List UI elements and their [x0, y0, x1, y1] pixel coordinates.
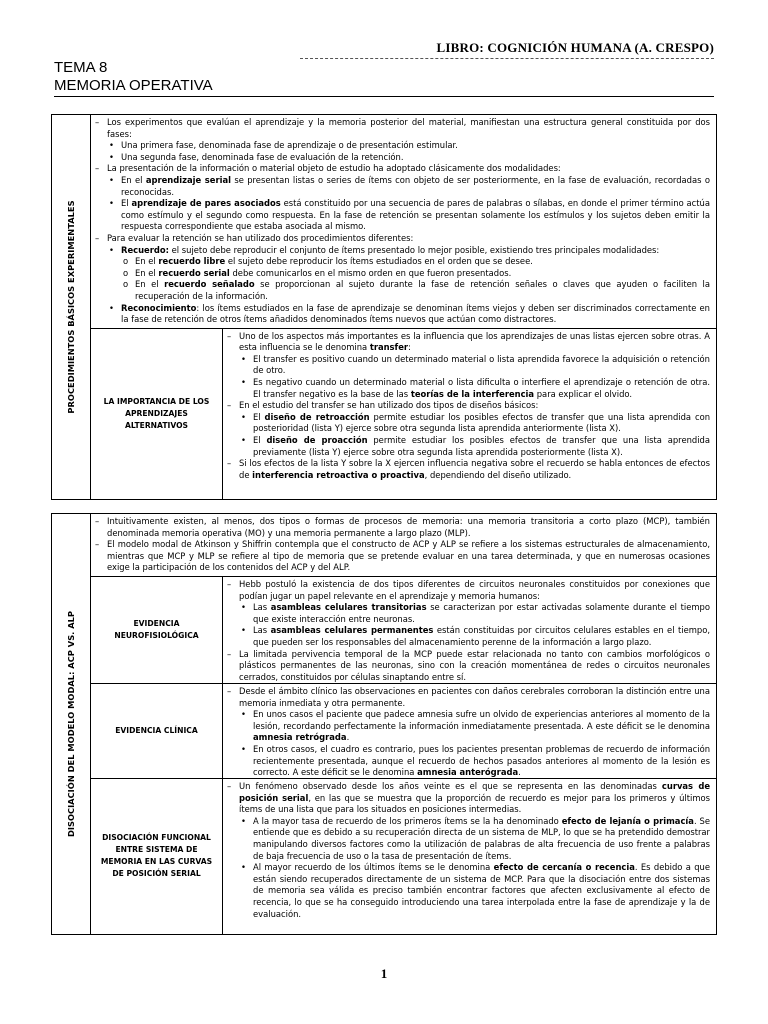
circle-marker: o — [123, 267, 129, 278]
dash-marker: – — [227, 578, 232, 589]
text-run: , en las que se muestra que la proporción de recuerdo es mejor para los primeros y últimos ítems de una lista que para los situados en posiciones intermedias. — [239, 792, 710, 815]
list-item — [227, 377, 710, 400]
text-run: El transfer es positivo cuando un determinado material o lista aprendida favorece la adquisición o retención de otro. — [253, 353, 710, 376]
bullet-marker: • — [109, 198, 114, 209]
row-label: EVIDENCIA NEUROFISIOLÓGICA — [91, 577, 223, 683]
text-run: En el — [135, 267, 159, 278]
text-run: : los ítems estudiados en la fase de aprendizaje se denominan ítems viejos y deben ser discriminados correctamente en la fase de retención de otros ítems añadidos denominados ítems nuevos que actúan como distractores. — [121, 302, 710, 325]
list-item — [227, 816, 710, 862]
list-item — [227, 781, 710, 816]
bullet-marker: • — [241, 815, 246, 826]
bullet-marker: • — [241, 602, 246, 613]
text-run: . Se entiende que es debido a su recuperación directa de un sistema de MLP, lo que se ha pretendido demostrar manipulando diversos factores como la utilización de palabras de alta frecuencia de uso frente a palabras de baja frecuencia de uso o la tasa de presentación de ítems. — [253, 815, 710, 861]
section-content — [91, 115, 716, 499]
bullet-marker: • — [241, 709, 246, 720]
circle-marker: o — [123, 279, 129, 290]
text-run: Un fenómeno observado desde los años veinte es el que se representa en las denominadas — [239, 780, 662, 791]
list-item — [95, 539, 710, 574]
bold-term: interferencia retroactiva o proactiva — [252, 469, 425, 480]
list-item — [227, 579, 710, 602]
text-run: , dependiendo del diseño utilizado. — [424, 469, 572, 480]
header-rule — [300, 58, 714, 59]
text-run: Una primera fase, denominada fase de aprendizaje o de presentación estimular. — [121, 140, 458, 151]
text-run: Para evaluar la retención se han utilizado dos procedimientos diferentes: — [107, 232, 414, 243]
section-disociacion — [51, 513, 717, 935]
book-title: LIBRO: COGNICIÓN HUMANA (A. CRESPO) — [436, 40, 714, 55]
bold-term: recuerdo libre — [158, 256, 226, 267]
list-item — [95, 163, 710, 175]
bold-term: diseño de retroacción — [264, 411, 370, 422]
circle-marker: o — [123, 256, 129, 267]
section-content — [91, 514, 716, 934]
dash-marker: – — [227, 685, 232, 696]
bold-term: diseño de proacción — [266, 435, 368, 446]
row-body — [223, 329, 716, 499]
text-run: Si los efectos de la lista Y sobre la X ejercen influencia negativa sobre el recuerdo se habla entonces de efectos de — [239, 458, 710, 480]
text-run: La limitada pervivencia temporal de la MCP puede estar relacionada no tanto con cambios morfológicos o plásticos permanentes de las neuronas, sino con la creación momentánea de redes o circuitos neuronales cerrados, constituidos por células sinaptando entre sí. — [239, 648, 710, 682]
bold-term: Recuerdo: — [121, 244, 169, 255]
text-run: : — [408, 342, 411, 353]
text-run: A la mayor tasa de recuerdo de los primeros ítems se la ha denominado — [253, 815, 562, 826]
section-procedimientos — [51, 114, 717, 500]
bold-term: aprendizaje de pares asociados — [131, 198, 281, 209]
list-item — [95, 140, 710, 152]
title-rule — [54, 96, 714, 97]
dash-marker: – — [95, 232, 100, 243]
bold-term: amnesia anterógrada — [417, 767, 519, 778]
section-row — [91, 779, 716, 934]
text-run: En el — [121, 174, 146, 185]
list-item — [227, 354, 710, 377]
list-item — [95, 268, 710, 280]
list-item — [227, 686, 710, 709]
text-run: En el estudio del transfer se han utilizado dos tipos de diseños básicos: — [239, 400, 539, 411]
dash-marker: – — [227, 458, 232, 469]
bullet-marker: • — [241, 411, 246, 422]
dash-marker: – — [227, 330, 232, 341]
list-item — [227, 744, 710, 779]
bullet-marker: • — [109, 151, 114, 162]
text-run: están constituidas por circuitos celulares estables en el tiempo, que pueden ser los responsables del almacenamiento perenne de la información a largo plazo. — [253, 625, 710, 647]
section-intro — [91, 115, 716, 329]
text-run: se proporcionan al sujeto durante la fase de retención señales o claves que ayuden o faciliten la recuperación de la información. — [135, 279, 711, 301]
section-row — [91, 329, 716, 499]
section-side-label — [52, 115, 91, 499]
dash-marker: – — [227, 400, 232, 411]
text-run: Las — [253, 602, 271, 613]
text-run: Desde el ámbito clínico las observaciones en pacientes con daños cerebrales corroboran la distinción entre una memoria inmediata y otra permanente. — [239, 685, 710, 708]
dash-marker: – — [95, 539, 100, 550]
text-run: permite estudiar los posibles efectos de transfer que una lista aprendida con posterioridad (lista Y) ejerce sobre otra segunda lista aprendida anteriormente (lista X). — [253, 411, 711, 434]
bullet-marker: • — [241, 743, 246, 754]
chapter-number: TEMA 8 — [54, 59, 108, 76]
list-item — [227, 649, 710, 684]
list-item — [95, 152, 710, 164]
section-side-label-text: DISOCIACIÓN DEL MODELO MODAL: ACP VS. ALP — [66, 610, 76, 838]
text-run: Una segunda fase, denominada fase de evaluación de la retención. — [121, 151, 404, 162]
bullet-marker: • — [109, 140, 114, 151]
row-body — [223, 577, 716, 683]
text-run: En otros casos, el cuadro es contrario, pues los pacientes presentan problemas de recuerdo de información recientemente presentada, aunque el recuerdo de hechos pasados anteriores al momento de la lesión es correcto. A este déficit se le denomina — [253, 743, 710, 778]
bullet-marker: • — [241, 435, 246, 446]
bold-term: recuerdo serial — [158, 267, 230, 278]
list-item — [95, 175, 710, 198]
list-item — [227, 331, 710, 354]
text-run: para explicar el olvido. — [534, 388, 633, 399]
bold-term: asambleas celulares permanentes — [270, 625, 434, 636]
bullet-marker: • — [241, 353, 246, 364]
list-item — [95, 516, 710, 539]
text-run: El — [253, 411, 265, 422]
bold-term: transfer — [369, 342, 408, 353]
list-item — [227, 458, 710, 481]
text-run: permite estudiar los posibles efectos de transfer que una lista aprendida previamente (lista Y) ejerce sobre otra segunda lista aprendida posteriormente (lista X). — [253, 435, 710, 457]
page-number: 1 — [380, 966, 388, 981]
dash-marker: – — [227, 780, 232, 791]
list-item — [227, 400, 710, 412]
section-side-label-text: PROCEDIMIENTOS BÁSICOS EXPERIMENTALES — [66, 200, 76, 414]
text-run: . — [518, 767, 521, 778]
text-run: Las — [253, 625, 271, 636]
bullet-marker: • — [109, 244, 114, 255]
text-run: el sujeto debe reproducir los ítems estudiados en el orden que se desee. — [225, 256, 533, 267]
text-run: Al mayor recuerdo de los últimos ítems se le denomina — [253, 862, 494, 873]
text-run: El — [253, 435, 267, 446]
section-row — [91, 577, 716, 684]
text-run: se caracterizan por estar activadas solamente durante el tiempo que existe interacción entre neuronas. — [253, 602, 710, 624]
section-row — [91, 684, 716, 779]
bold-term: aprendizaje serial — [145, 174, 231, 185]
bullet-marker: • — [109, 174, 114, 185]
list-item — [227, 625, 710, 648]
bold-term: asambleas celulares transitorias — [270, 602, 427, 613]
row-body — [223, 779, 716, 934]
bold-term: Reconocimiento — [121, 302, 197, 313]
bullet-marker: • — [241, 625, 246, 636]
list-item — [227, 862, 710, 920]
bold-term: recuerdo señalado — [164, 279, 255, 290]
text-run: debe comunicarlos en el mismo orden en que fueron presentados. — [229, 267, 512, 278]
row-body — [223, 684, 716, 778]
bold-term: efecto de cercanía o recencia — [493, 862, 635, 873]
chapter-title — [54, 59, 213, 95]
text-run: El — [121, 198, 132, 209]
dash-marker: – — [95, 117, 100, 127]
row-label: LA IMPORTANCIA DE LOS APRENDIZAJES ALTERNATIVOS — [91, 329, 223, 499]
text-run: Hebb postuló la existencia de dos tipos diferentes de circuitos neuronales constituidos por conexiones que podían jugar un papel relevante en el aprendizaje y memoria humanos: — [239, 578, 710, 601]
list-item — [227, 435, 710, 458]
bullet-marker: • — [109, 302, 114, 313]
bullet-marker: • — [241, 862, 246, 873]
list-item — [95, 279, 710, 302]
list-item — [95, 256, 710, 268]
list-item — [95, 117, 710, 140]
section-side-label — [52, 514, 91, 934]
text-run: . Es debido a que están siendo recuperados directamente de un sistema de MCP. Para que la disociación entre dos sistemas de memoria sea válida es preciso también encontrar factores que afecten exclusivamente al efecto de recencia, lo que se ha conseguido introduciendo una tarea interpolada entre la fase de aprendizaje y la de evaluación. — [253, 862, 710, 919]
text-run: está constituido por una secuencia de pares de palabras o sílabas, en donde el primer término actúa como estímulo y el segundo como respuesta. En la fase de retención se presentan solamente los estímulos y los sujetos deben emitir la respuesta correspondiente que estaba asociada al mismo. — [121, 198, 710, 232]
text-run: En el — [135, 256, 159, 267]
text-run: Uno de los aspectos más importantes es la influencia que los aprendizajes de unas listas ejercen sobre otras. A esta influencia se le denomina — [239, 330, 710, 353]
text-run: Es negativo cuando un determinado material o lista dificulta o interfiere el aprendizaje o retención de otra. El transfer negativo es la base de las — [253, 377, 710, 399]
text-run: En el — [135, 279, 165, 290]
list-item — [95, 233, 710, 245]
dash-marker: – — [95, 516, 100, 526]
text-run: El modelo modal de Atkinson y Shiffrin contempla que el constructo de ACP y ALP se refiere a los sistemas estructurales de almacenamiento, mientras que MCP y MLP se refiere al tipo de memoria que se pretende evaluar en una tarea determinada, y que en numerosas ocasiones exige la participación de los contenidos del ACP y del ALP. — [107, 539, 710, 573]
list-item — [227, 709, 710, 744]
bullet-marker: • — [241, 377, 246, 388]
chapter-name: MEMORIA OPERATIVA — [54, 77, 213, 94]
text-run: La presentación de la información o material objeto de estudio ha adoptado clásicamente dos modalidades: — [107, 163, 561, 174]
dash-marker: – — [227, 648, 232, 659]
bold-term: teorías de la interferencia — [410, 388, 535, 399]
bold-term: curvas de posición serial — [239, 780, 711, 803]
dash-marker: – — [95, 163, 100, 174]
text-run: . — [346, 732, 350, 743]
list-item — [227, 602, 710, 625]
text-run: En unos casos el paciente que padece amnesia sufre un olvido de experiencias anteriores al momento de la lesión, recordando perfectamente la información inmediatamente presentada. A este déficit se le denomina — [253, 709, 710, 731]
text-run: se presentan listas o series de ítems con objeto de ser posteriormente, en la fase de evaluación, recordadas o reconocidas. — [121, 174, 710, 197]
text-run: Los experimentos que evalúan el aprendizaje y la memoria posterior del material, manifiestan una estructura general constituida por dos fases: — [107, 117, 710, 139]
section-intro — [91, 514, 716, 577]
list-item — [95, 245, 710, 257]
row-label: EVIDENCIA CLÍNICA — [91, 684, 223, 778]
bold-term: amnesia retrógrada — [253, 732, 347, 743]
list-item — [95, 303, 710, 326]
bold-term: efecto de lejanía o primacía — [561, 815, 694, 826]
list-item — [95, 198, 710, 233]
list-item — [227, 412, 710, 435]
row-label: DISOCIACIÓN FUNCIONAL ENTRE SISTEMA DE MEMORIA EN LAS CURVAS DE POSICIÓN SERIAL — [91, 779, 223, 934]
text-run: el sujeto debe reproducir el conjunto de ítems presentado lo mejor posible, existiendo tres principales modalidades: — [168, 244, 660, 255]
text-run: Intuitivamente existen, al menos, dos tipos o formas de procesos de memoria: una memoria transitoria a corto plazo (MCP), también denominada memoria operativa (MO) y una memoria permanente a largo plazo (MLP). — [107, 516, 710, 538]
